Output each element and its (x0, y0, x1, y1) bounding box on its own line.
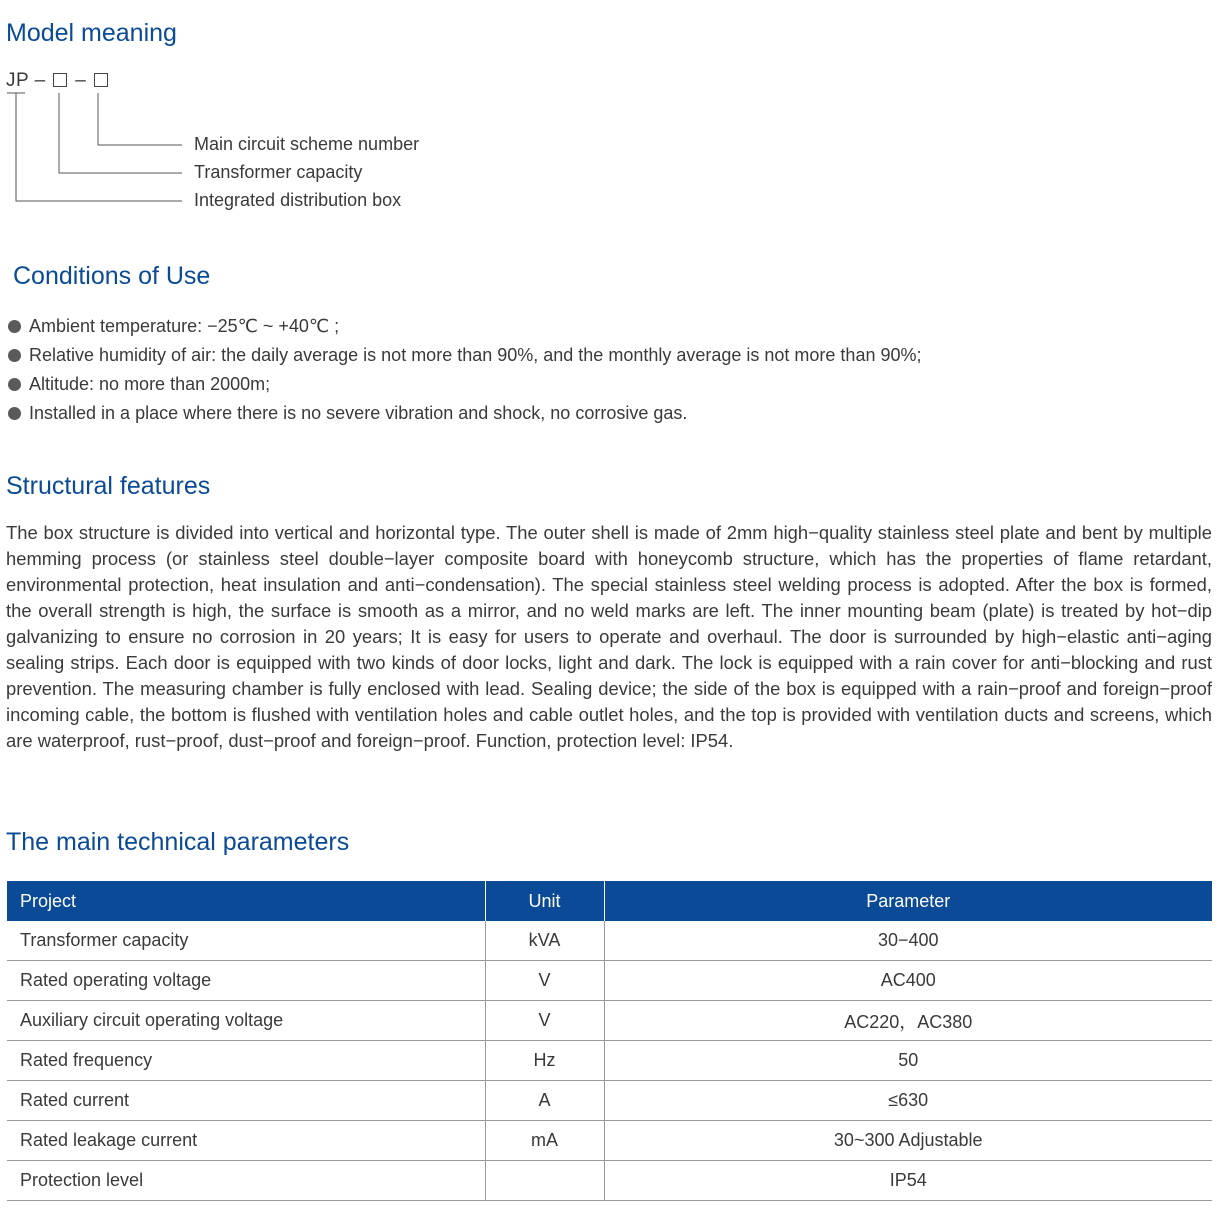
cell-unit: A (485, 1081, 604, 1121)
list-item: Altitude: no more than 2000m; (8, 370, 922, 399)
cell-project: Transformer capacity (7, 921, 485, 961)
parameters-heading: The main technical parameters (6, 828, 350, 856)
bullet-dot-icon (8, 378, 21, 391)
model-connector-lines (0, 85, 200, 215)
table-row (7, 1161, 1212, 1201)
cell-unit: V (485, 961, 604, 1001)
parameters-table (7, 881, 1212, 1201)
cell-project: Protection level (7, 1161, 485, 1201)
cell-project: Rated frequency (7, 1041, 485, 1081)
model-code-dash: – (75, 70, 87, 91)
column-header-unit: Unit (485, 881, 604, 921)
cell-unit: mA (485, 1121, 604, 1161)
cell-unit (485, 1161, 604, 1201)
column-header-project: Project (7, 881, 485, 921)
list-item: Ambient temperature: −25℃ ~ +40℃ ; (8, 312, 922, 341)
bullet-dot-icon (8, 349, 21, 362)
cell-parameter: AC220，AC380 (604, 1001, 1212, 1041)
model-label-capacity: Transformer capacity (194, 162, 363, 182)
cell-parameter: 30~300 Adjustable (604, 1121, 1212, 1161)
model-meaning-heading: Model meaning (6, 19, 177, 47)
column-header-parameter: Parameter (866, 890, 951, 911)
cell-project: Rated leakage current (7, 1121, 485, 1161)
cell-unit: kVA (485, 921, 604, 961)
capacity-connector (59, 93, 182, 173)
cell-project: Auxiliary circuit operating voltage (7, 1001, 485, 1041)
bullet-dot-icon (8, 320, 21, 333)
cell-parameter: 30−400 (604, 921, 1212, 961)
structural-paragraph: The box structure is divided into vertical and horizontal type. The outer shell is made of 2mm high−quality stainless steel plate and bent by multiple hemming process (or stainless steel double−layer composite board with honeycomb structure, which has the properties of flame retardant, environmental protection, heat insulation and anti−condensation). The special stainless steel welding process is adopted. After the box is formed, the overall strength is high, the surface is smooth as a mirror, and no weld marks are left. The inner mounting beam (plate) is treated by hot−dip galvanizing to ensure no corrosion in 20 years; It is easy for users to operate and overhaul. The door is surrounded by high−elastic anti−aging sealing strips. Each door is equipped with two kinds of door locks, light and dark. The lock is equipped with a rain cover for anti−blocking and rust prevention. The measuring chamber is fully enclosed with lead. Sealing device; the side of the box is equipped with a rain−proof and foreign−proof incoming cable, the bottom is flushed with ventilation holes and cable outlet holes, and the top is provided with ventilation ducts and screens, which are waterproof, rust−proof, dust−proof and foreign−proof. Function, protection level: IP54. (6, 522, 1212, 751)
cell-unit: V (485, 1001, 604, 1041)
structural-heading: Structural features (6, 472, 211, 500)
cell-project: Rated operating voltage (7, 961, 485, 1001)
list-item: Installed in a place where there is no severe vibration and shock, no corrosive gas. (8, 399, 922, 428)
conditions-heading: Conditions of Use (13, 262, 211, 290)
model-label-scheme: Main circuit scheme number (194, 134, 420, 154)
prefix-connector (16, 93, 182, 201)
scheme-connector (98, 93, 182, 145)
table-row (7, 1041, 1212, 1081)
model-code-dash: – (34, 70, 46, 91)
cell-parameter: AC400 (604, 961, 1212, 1001)
table-row (7, 961, 1212, 1001)
cell-parameter: 50 (604, 1041, 1212, 1081)
cell-parameter: IP54 (604, 1161, 1212, 1201)
cell-parameter: ≤630 (604, 1081, 1212, 1121)
table-row (7, 1081, 1212, 1121)
list-item: Relative humidity of air: the daily average is not more than 90%, and the monthly average is not more than 90%; (8, 341, 922, 370)
model-code-prefix: JP (6, 70, 29, 91)
conditions-list (8, 312, 922, 428)
table-row (7, 1121, 1212, 1161)
table-row (7, 1001, 1212, 1041)
table-row (7, 921, 1212, 961)
bullet-dot-icon (8, 407, 21, 420)
model-label-box: Integrated distribution box (194, 190, 402, 210)
cell-unit: Hz (485, 1041, 604, 1081)
cell-project: Rated current (7, 1081, 485, 1121)
table-header-row (7, 881, 1212, 921)
